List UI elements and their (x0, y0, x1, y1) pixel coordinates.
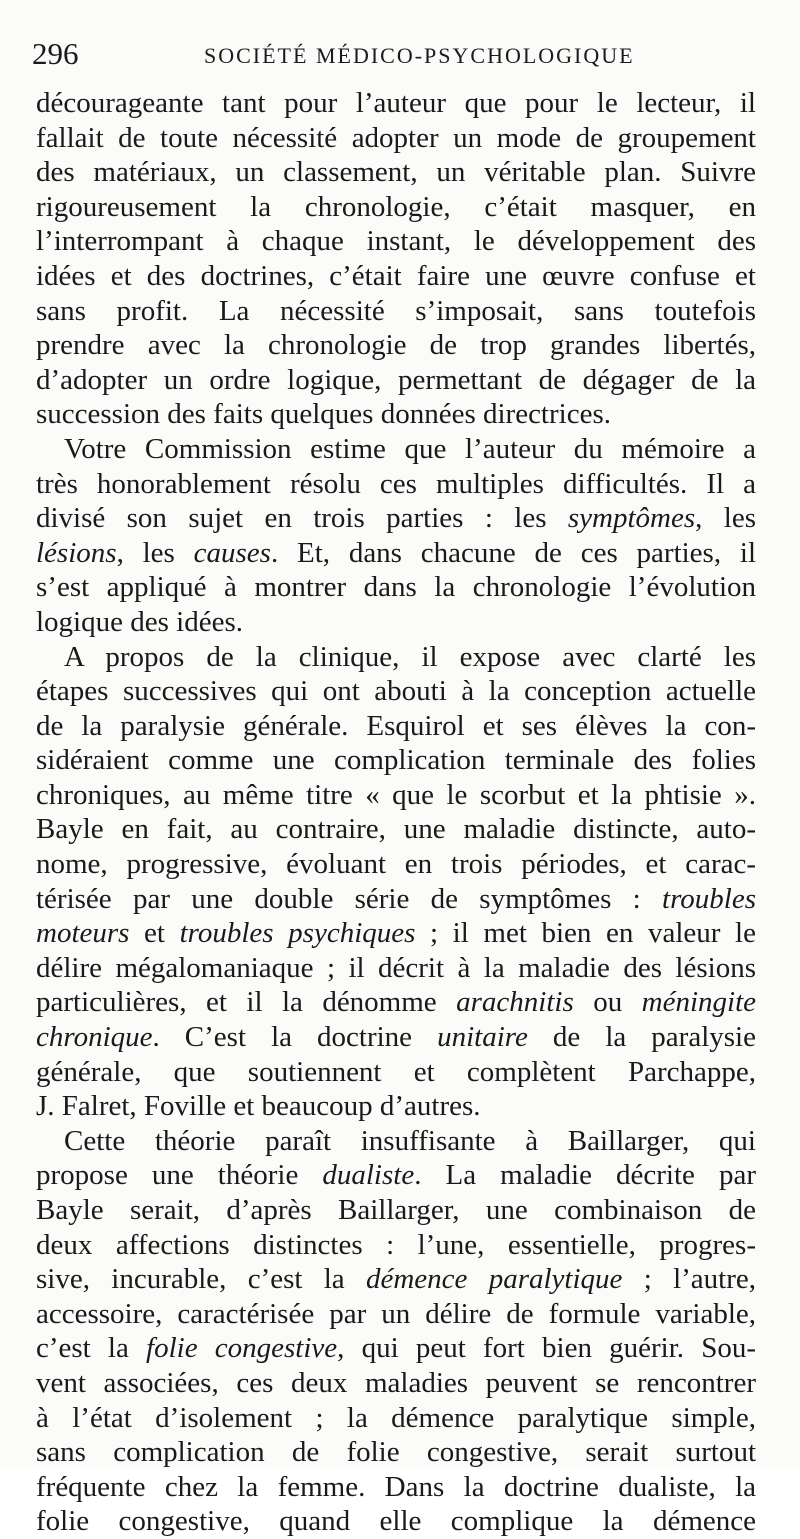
text-run: A propos de la clinique, il expose avec clarté les (64, 640, 756, 673)
text-line (36, 640, 756, 675)
italic-run: symptômes (567, 502, 696, 535)
text-line (36, 467, 756, 502)
text-run: succession des faits quelques données directrices. (36, 398, 611, 431)
italic-run: chronique (36, 1021, 153, 1054)
text-run: logique des idées. (36, 605, 243, 638)
text-run: idées et des doctrines, c’était faire une œuvre confuse et (36, 259, 756, 292)
text-line (36, 882, 756, 917)
text-line (36, 121, 756, 156)
text-line (36, 536, 756, 571)
text-run: particulières, et il la dénomme (36, 986, 457, 1019)
text-line (36, 778, 756, 813)
text-run: folie congestive, quand elle complique la démence (36, 1505, 756, 1538)
text-run: , les (695, 502, 756, 535)
text-run: J. Falret, Foville et beaucoup d’autres. (36, 1090, 481, 1123)
text-line (36, 259, 756, 294)
italic-run: troubles psychiques (179, 917, 416, 950)
italic-run: méningite (641, 986, 756, 1019)
text-line (36, 605, 756, 640)
text-run: ; l’autre, (622, 1263, 756, 1296)
text-run: délire mégalomaniaque ; il décrit à la maladie des lésions (36, 951, 756, 984)
text-run: des matériaux, un classement, un véritable plan. Suivre (36, 156, 756, 189)
text-run: propose une théorie (36, 1159, 323, 1192)
italic-run: unitaire (437, 1021, 528, 1054)
italic-run: troubles (662, 882, 756, 915)
text-run: ou (573, 986, 642, 1019)
text-line (36, 190, 756, 225)
text-line (36, 847, 756, 882)
body-text (36, 86, 756, 1539)
text-line (36, 1089, 756, 1124)
text-line (36, 1435, 756, 1470)
text-run: c’est la (36, 1332, 147, 1365)
text-line (36, 86, 756, 121)
text-line (36, 1124, 756, 1159)
text-line (36, 1470, 756, 1505)
text-line (36, 1504, 756, 1539)
text-run: Bayle serait, d’après Baillarger, une combinaison de (36, 1194, 756, 1226)
text-line (36, 1193, 756, 1228)
text-run: térisée par une double série de symptômes : (36, 882, 663, 915)
text-line (36, 916, 756, 951)
italic-run: causes (193, 536, 271, 569)
text-line (36, 985, 756, 1020)
text-run: sive, incurable, c’est la (36, 1263, 366, 1296)
text-run: , qui peut fort bien guérir. Sou- (337, 1332, 756, 1365)
text-run: , les (116, 536, 194, 569)
text-line (36, 674, 756, 709)
text-line (36, 1297, 756, 1332)
text-line (36, 363, 756, 398)
text-run: . C’est la doctrine (152, 1021, 438, 1054)
text-run: . Et, dans chacune de ces parties, il (270, 536, 756, 569)
text-run: accessoire, caractérisée par un délire de formule variable, (36, 1297, 756, 1330)
italic-run: dualiste (322, 1159, 415, 1192)
text-run: . La maladie décrite par (414, 1159, 756, 1192)
italic-run: lésions (36, 536, 117, 569)
text-line (36, 432, 756, 467)
text-run: deux affections distinctes : l’une, essentielle, progres- (36, 1228, 756, 1261)
text-run: vent associées, ces deux maladies peuvent se rencontrer (36, 1366, 756, 1399)
text-line (36, 709, 756, 744)
text-run: chroniques, au même titre « que le scorbut et la phtisie ». (36, 778, 756, 811)
text-line (36, 1401, 756, 1436)
text-run: générale, que soutiennent et complètent Parchappe, (36, 1055, 756, 1088)
text-line (36, 743, 756, 778)
text-line (36, 1158, 756, 1193)
text-run: d’adopter un ordre logique, permettant de dégager de la (36, 363, 756, 396)
italic-run: folie congestive (146, 1332, 338, 1365)
text-run: à l’état d’isolement ; la démence paralytique simple, (36, 1401, 756, 1434)
text-run: étapes successives qui ont abouti à la conception actuelle (36, 675, 756, 708)
text-run: prendre avec la chronologie de trop grandes libertés, (36, 329, 756, 362)
text-run: décourageante tant pour l’auteur que pour le lecteur, il (36, 87, 756, 119)
text-run: de la paralysie générale. Esquirol et ses élèves la con- (36, 709, 756, 742)
text-run: Votre Commission estime que l’auteur du mémoire a (64, 432, 756, 465)
text-run: fallait de toute nécessité adopter un mode de groupement (36, 121, 756, 154)
running-head (32, 34, 772, 74)
text-run: l’interrompant à chaque instant, le développement des (36, 225, 756, 258)
italic-run: démence paralytique (365, 1263, 623, 1296)
text-line (36, 1020, 756, 1055)
text-line (36, 397, 756, 432)
text-line (36, 1366, 756, 1401)
italic-run: arachnitis (456, 986, 574, 1019)
text-run: ; il met bien en valeur le (415, 917, 756, 950)
text-run: de la paralysie (527, 1021, 756, 1054)
text-run: très honorablement résolu ces multiples difficultés. Il a (36, 467, 756, 500)
text-run: sidéraient comme une complication terminale des folies (36, 744, 756, 777)
text-line (36, 951, 756, 986)
text-line (36, 294, 756, 329)
text-line (36, 1228, 756, 1263)
text-line (36, 812, 756, 847)
text-run: et (129, 917, 180, 950)
text-line (36, 328, 756, 363)
text-line (36, 1262, 756, 1297)
text-run: sans profit. La nécessité s’imposait, sans toutefois (36, 294, 756, 327)
text-line (36, 501, 756, 536)
text-run: sans complication de folie congestive, serait surtout (36, 1436, 756, 1469)
text-run: Bayle en fait, au contraire, une maladie distincte, auto- (36, 813, 756, 846)
text-line (36, 224, 756, 259)
text-run: fréquente chez la femme. Dans la doctrine dualiste, la (36, 1470, 756, 1503)
text-line (36, 570, 756, 605)
text-run: nome, progressive, évoluant en trois périodes, et carac- (36, 848, 756, 881)
text-line (36, 1331, 756, 1366)
page-number: 296 (32, 36, 79, 71)
text-run: Cette théorie paraît insuffisante à Baillarger, qui (64, 1124, 756, 1157)
italic-run: moteurs (36, 917, 130, 950)
text-run: s’est appliqué à montrer dans la chronologie l’évolution (36, 571, 756, 604)
text-line (36, 155, 756, 190)
running-title: SOCIÉTÉ MÉDICO-PSYCHOLOGIQUE (204, 43, 635, 68)
text-line (36, 1055, 756, 1090)
text-run: divisé son sujet en trois parties : les (36, 502, 568, 535)
text-run: rigoureusement la chronologie, c’était masquer, en (36, 190, 756, 223)
